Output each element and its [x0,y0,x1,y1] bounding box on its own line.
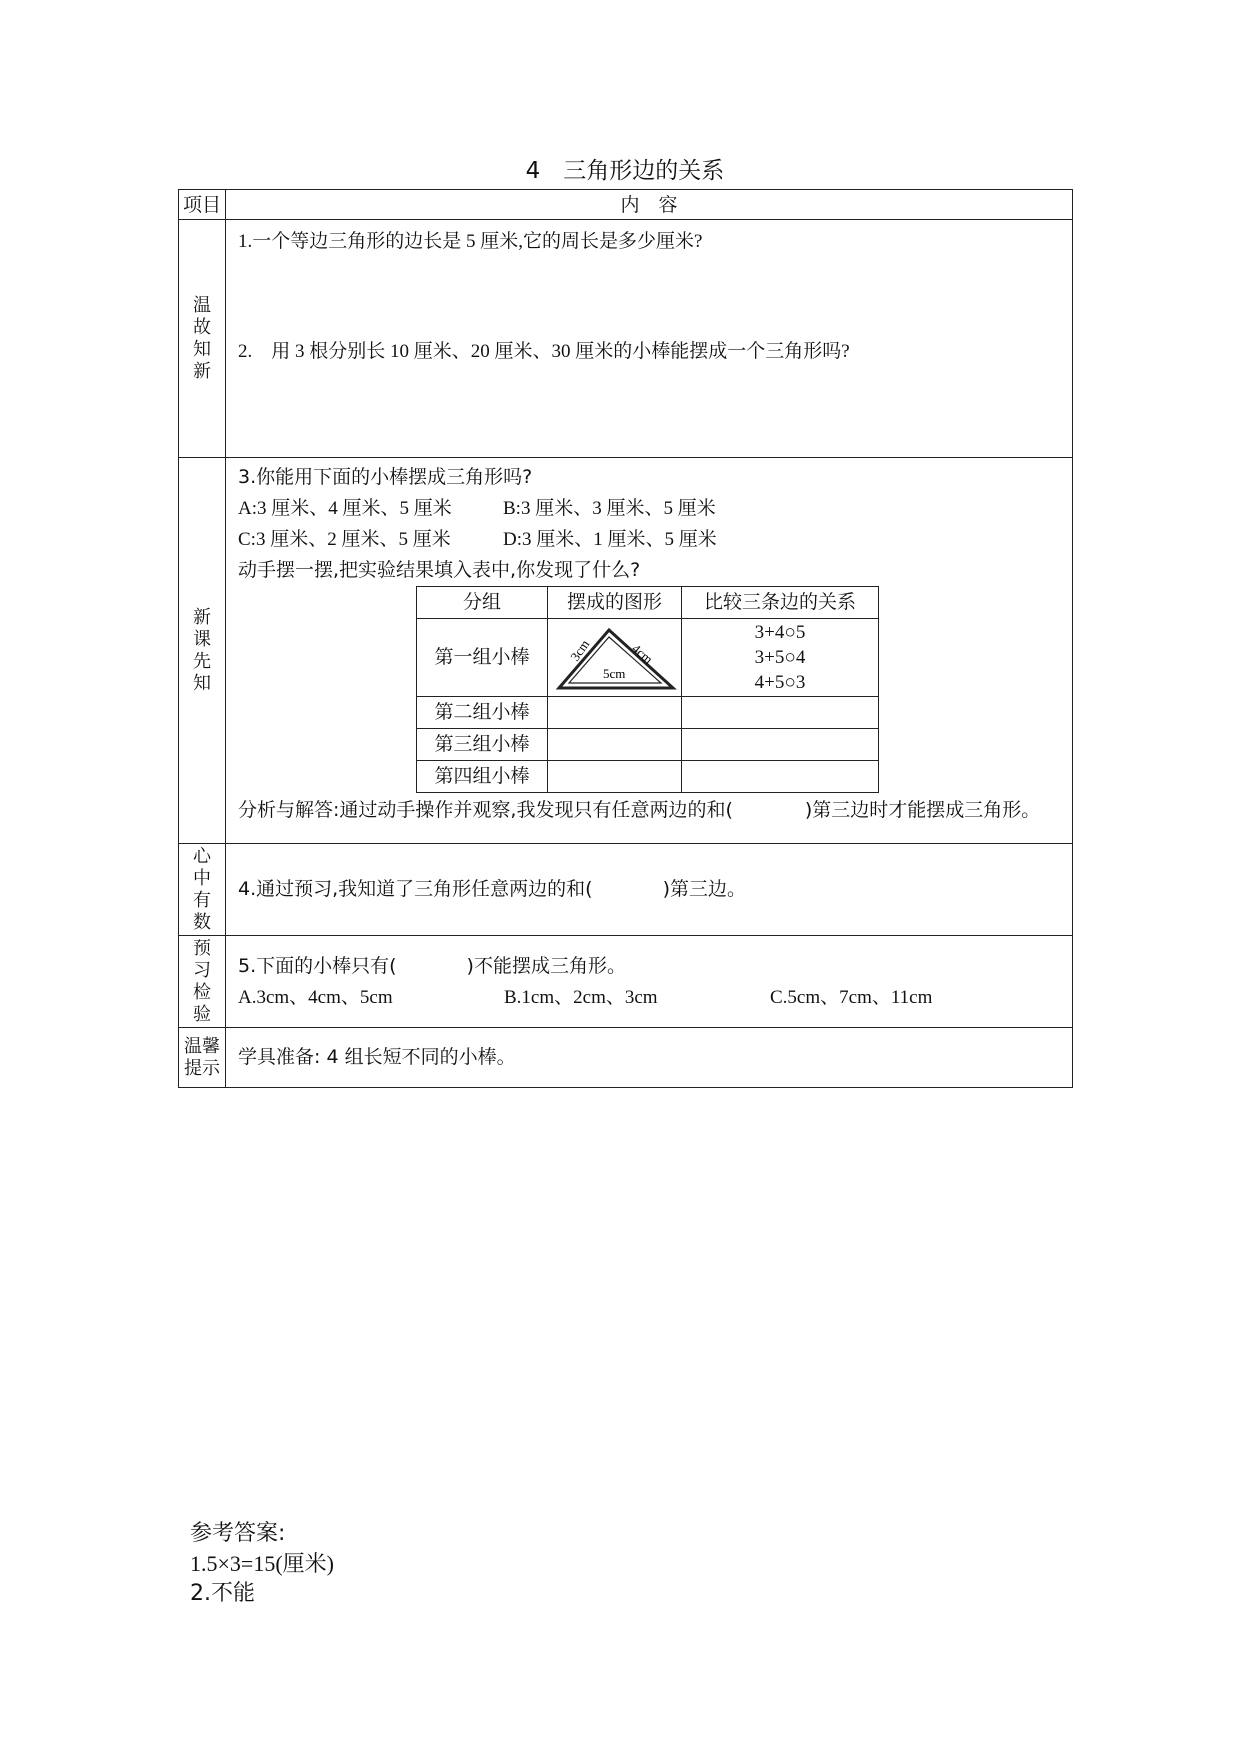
side-label-bottom: 5cm [602,665,625,681]
relation-blank[interactable] [682,697,879,729]
shape-blank[interactable] [548,729,682,761]
options-ab [238,493,1060,524]
group-label: 第一组小棒 [417,619,548,697]
table-row [417,729,879,761]
group-label: 第四组小棒 [417,761,548,793]
side-label-left: 3cm [566,636,592,664]
group-label: 第二组小棒 [417,697,548,729]
options-cd [238,524,1060,555]
check-option-a: A.3cm、4cm、5cm [238,986,393,1008]
instruction: 动手摆一摆,把实验结果填入表中,你发现了什么? [238,559,641,581]
section-tips [179,1028,1073,1088]
equation-2: 3+5○4 [754,647,806,668]
check-option-c: C.5cm、7cm、11cm [770,986,933,1008]
experiment-header-row [417,587,879,619]
section-check [179,936,1073,1028]
question-5 [238,951,1060,982]
check-options [238,982,1060,1013]
option-b: B:3 厘米、3 厘米、5 厘米 [503,498,716,519]
tips-content [226,1028,1073,1088]
table-row [417,761,879,793]
section-label-tips: 温馨提示 [179,1028,226,1088]
new-lesson-content [226,458,1073,844]
worksheet-table [178,189,1073,1088]
question-2: 2. 用 3 根分别长 10 厘米、20 厘米、30 厘米的小棒能摆成一个三角形吗? [238,341,850,362]
col-group: 分组 [417,587,548,619]
header-content: 内 容 [226,190,1073,220]
triangle-figure [548,619,682,697]
option-c: C:3 厘米、2 厘米、5 厘米 [238,529,451,550]
question-4-part-2: )第三边。 [662,878,747,900]
shape-blank[interactable] [548,761,682,793]
relation-blank[interactable] [682,761,879,793]
analysis-part-1: 分析与解答:通过动手操作并观察,我发现只有任意两边的和( [238,799,733,821]
section-label-check: 预习检验 [179,936,226,1028]
section-summary [179,844,1073,936]
page-title: 4 三角形边的关系 [525,158,725,184]
side-label-right: 4cm [628,640,656,667]
col-relation: 比较三条边的关系 [682,587,879,619]
equation-1: 3+4○5 [754,622,806,643]
option-d: D:3 厘米、1 厘米、5 厘米 [503,529,717,550]
question-4-part-1: 4.通过预习,我知道了三角形任意两边的和( [238,878,593,900]
question-3: 3.你能用下面的小棒摆成三角形吗? [238,466,533,488]
section-label-review: 温故知新 [179,220,226,458]
answer-section [190,1519,334,1609]
question-1: 1.一个等边三角形的边长是 5 厘米,它的周长是多少厘米? [238,231,703,252]
header-project: 项目 [179,190,226,220]
group-label: 第三组小棒 [417,729,548,761]
section-label-summary: 心中有数 [179,844,226,936]
table-row [417,697,879,729]
check-option-b: B.1cm、2cm、3cm [504,986,658,1008]
table-header-row [179,190,1073,220]
section-review [179,220,1073,458]
answer-2: 2.不能 [190,1581,255,1606]
table-row [417,619,879,697]
summary-content [226,844,1073,936]
check-content [226,936,1073,1028]
tips-text: 学具准备: 4 组长短不同的小棒。 [238,1046,516,1068]
relation-cell [682,619,879,697]
relation-blank[interactable] [682,729,879,761]
section-label-new-lesson: 新课先知 [179,458,226,844]
analysis-part-2: )第三边时才能摆成三角形。 [804,799,1041,821]
shape-blank[interactable] [548,697,682,729]
option-a: A:3 厘米、4 厘米、5 厘米 [238,498,452,519]
col-shape: 摆成的图形 [548,587,682,619]
review-content [226,220,1073,458]
question-5-part-1: 5.下面的小棒只有( [238,954,397,977]
answer-1: 1.5×3=15(厘米) [190,1551,334,1576]
experiment-table [416,586,879,793]
question-5-part-2: )不能摆成三角形。 [466,954,626,977]
section-new-lesson [179,458,1073,844]
analysis-text [238,795,1060,826]
answer-heading: 参考答案: [190,1521,286,1546]
triangle-icon [553,622,677,694]
equation-3: 4+5○3 [754,672,806,693]
